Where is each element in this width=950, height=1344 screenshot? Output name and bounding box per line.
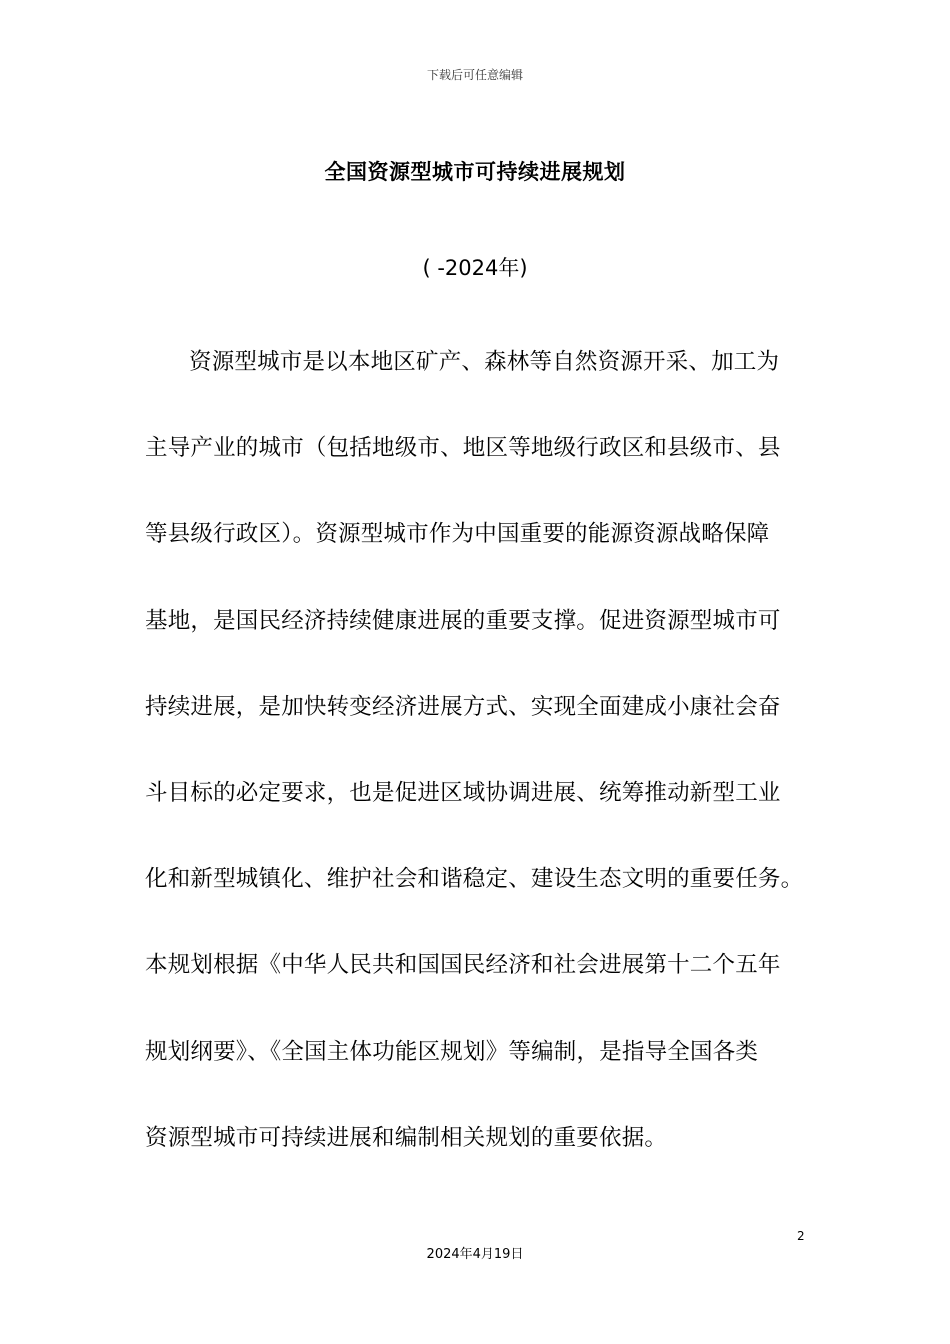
body-line: 基地，是国民经济持续健康进展的重要支撑。促进资源型城市可: [145, 607, 781, 634]
document-title: 全国资源型城市可持续进展规划: [324, 160, 626, 184]
body-line: 主导产业的城市（包括地级市、地区等地级行政区和县级市、县: [145, 435, 781, 462]
body-line: 化和新型城镇化、维护社会和谐稳定、建设生态文明的重要任务。: [145, 866, 804, 893]
body-paragraph: [145, 344, 815, 1206]
document-subtitle: ( -2024年): [422, 256, 528, 280]
body-line: 斗目标的必定要求，也是促进区域协调进展、统筹推动新型工业: [145, 779, 781, 806]
body-line: 本规划根据《中华人民共和国国民经济和社会进展第十二个五年: [145, 952, 781, 979]
body-line: 等县级行政区）。资源型城市作为中国重要的能源资源战略保障: [145, 521, 770, 548]
footer-date: 2024年4月19日: [426, 1247, 524, 1262]
body-line: 规划纲要》、《全国主体功能区规划》等编制，是指导全国各类: [145, 1038, 759, 1065]
header-note: 下载后可任意编辑: [426, 68, 523, 82]
page-number: 2: [797, 1229, 805, 1243]
body-line: 资源型城市可持续进展和编制相关规划的重要依据。: [145, 1124, 668, 1151]
body-line: 资源型城市是以本地区矿产、森林等自然资源开采、加工为: [189, 349, 780, 375]
body-line: 持续进展，是加快转变经济进展方式、实现全面建成小康社会奋: [145, 693, 781, 720]
